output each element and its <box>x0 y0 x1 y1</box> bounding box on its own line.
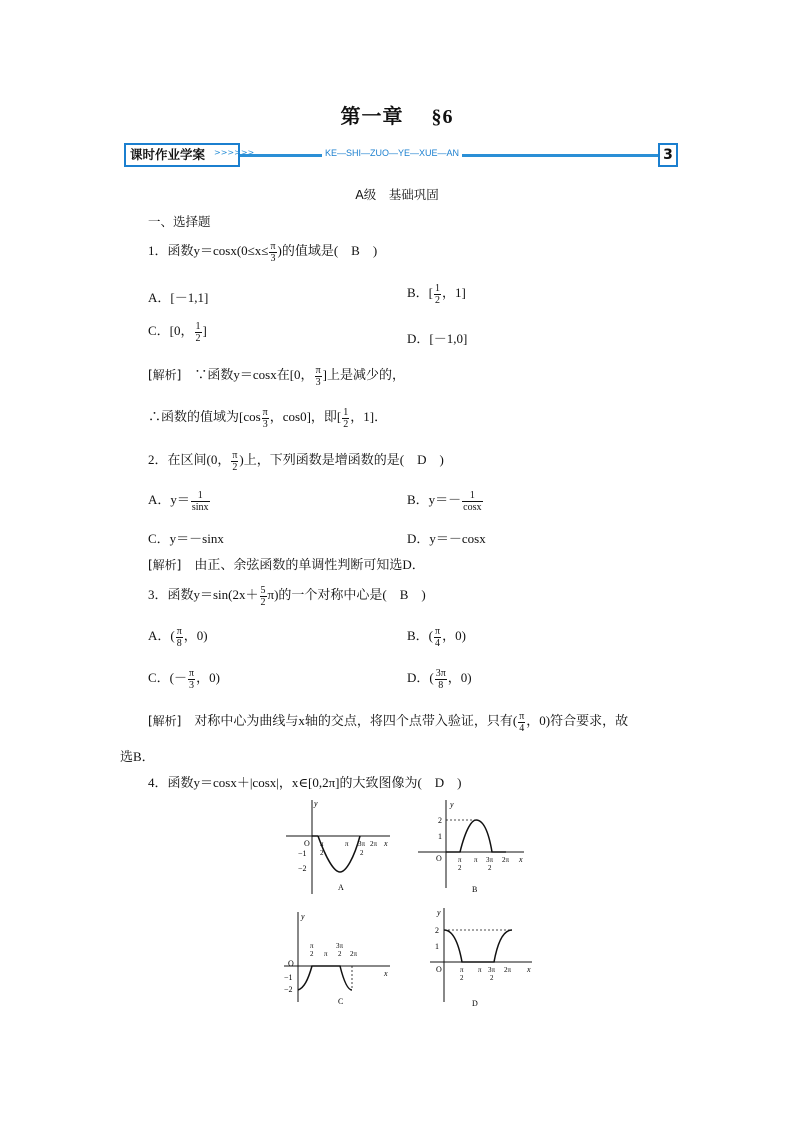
tick-label: 2 <box>488 864 492 872</box>
origin-label: O <box>436 965 442 974</box>
q1-option-d: D．[－1,0] <box>407 331 468 346</box>
graph-b <box>416 798 528 898</box>
y-axis-label: y <box>450 800 454 809</box>
q3-option-d: D．( $\frac{3\pi}{8}$ ，0) <box>407 667 472 691</box>
tick-label: π <box>320 840 324 848</box>
graph-d <box>416 906 536 1010</box>
tick-label: 3π <box>488 966 496 974</box>
origin-label: O <box>304 839 310 848</box>
tick-label: 2π <box>350 950 358 958</box>
tick-label: 2 <box>338 950 342 958</box>
banner-label: 课时作业学案 <box>124 143 240 167</box>
tick-label: π <box>345 840 349 848</box>
tick-label: π <box>324 950 328 958</box>
x-axis-label: x <box>527 965 531 974</box>
graph-c <box>282 910 394 1010</box>
q3-option-a: A．( $\frac{\pi}{8}$ ，0) <box>148 625 208 649</box>
tick-label: π <box>478 966 482 974</box>
origin-label: O <box>288 959 294 968</box>
tick-label: π <box>310 942 314 950</box>
q3-option-c: C．(－ $\frac{\pi}{3}$ ，0) <box>148 667 220 691</box>
x-axis-label: x <box>519 855 523 864</box>
curve <box>298 966 352 990</box>
chapter-title: 第一章 <box>340 104 404 128</box>
question-1-stem: 1．函数y＝cosx(0≤x≤ $\frac{\pi}{3}$ )的值域是( B ) <box>148 240 378 264</box>
x-axis-label: x <box>384 969 388 978</box>
q1-analysis-line2: ∴函数的值域为[cos $\frac{\pi}{3}$ ，cos0]，即[ $\frac{1}{2}$ ，1]． <box>148 406 388 430</box>
tick-label: 2 <box>360 849 364 857</box>
question-2-stem: 2．在区间(0， $\frac{\pi}{2}$ )上，下列函数是增函数的是( D ) <box>148 449 444 473</box>
tick-label: 2 <box>310 950 314 958</box>
q3-analysis-line2: 选B． <box>120 749 155 764</box>
x-axis-label: x <box>384 839 388 848</box>
tick-label: π <box>458 856 462 864</box>
tick-label: π <box>460 966 464 974</box>
tick-label: 1 <box>438 832 442 841</box>
tick-label: −2 <box>284 985 293 994</box>
tick-label: 3π <box>486 856 494 864</box>
q3-analysis-line1: [解析] 对称中心为曲线与x轴的交点，将四个点带入验证，只有( $\frac{\pi}{4}$ ，0)符合要求，故 <box>148 710 629 734</box>
tick-label: 2 <box>320 849 324 857</box>
y-axis-label: y <box>437 908 441 917</box>
graph-caption: A <box>338 883 344 892</box>
q2-option-b: B．y＝－ $\frac{1}{\cos x}$ <box>407 489 482 513</box>
question-4-stem: 4．函数y＝cosx＋|cosx|，x∈[0,2π]的大致图像为( D ) <box>148 775 462 790</box>
tick-label: 3π <box>336 942 344 950</box>
page-number-badge: 3 <box>658 143 678 167</box>
q2-option-a: A．y＝ $\frac{1}{\sin x}$ <box>148 489 209 513</box>
curve <box>446 820 506 852</box>
tick-label: 2 <box>435 926 439 935</box>
q1-option-a: A．[－1,1] <box>148 290 209 305</box>
graph-caption: D <box>472 999 478 1008</box>
q3-option-b: B．( $\frac{\pi}{4}$ ，0) <box>407 625 466 649</box>
tick-label: 2π <box>502 856 510 864</box>
tick-label: 2 <box>460 974 464 982</box>
tick-label: 1 <box>435 942 439 951</box>
page-title <box>0 100 794 129</box>
tick-label: 2 <box>458 864 462 872</box>
banner-pinyin: KE—SHI—ZUO—YE—XUE—AN <box>322 148 462 158</box>
tick-label: −2 <box>298 864 307 873</box>
question-3-stem: 3．函数y＝sin(2x＋ $\frac{5}{2}$ π)的一个对称中心是( B ) <box>148 584 426 608</box>
fraction: $\frac{\pi}{3}$ <box>270 240 276 264</box>
graph-a <box>282 798 394 898</box>
curve <box>444 930 512 962</box>
tick-label: 2π <box>370 840 378 848</box>
origin-label: O <box>436 854 442 863</box>
q2-option-c: C．y＝－sinx <box>148 531 224 546</box>
q2-analysis: [解析] 由正、余弦函数的单调性判断可知选D． <box>148 557 425 572</box>
tick-label: 2 <box>438 816 442 825</box>
graph-caption: B <box>472 885 478 894</box>
tick-label: 2 <box>490 974 494 982</box>
banner-arrows: >>>>>> <box>214 148 255 157</box>
q1-option-c: C．[0， $\frac{1}{2}$ ] <box>148 320 207 344</box>
y-axis-label: y <box>314 799 318 808</box>
level-title: A级 基础巩固 <box>355 187 439 202</box>
graph-caption: C <box>338 997 344 1006</box>
q1-analysis-line1: [解析] ∵函数y＝cosx在[0， $\frac{\pi}{3}$ ]上是减少的， <box>148 364 405 388</box>
tick-label: −1 <box>298 849 307 858</box>
tick-label: π <box>474 856 478 864</box>
q1-option-b: B．[ $\frac{1}{2}$ ，1] <box>407 282 466 306</box>
q2-option-d: D．y＝－cosx <box>407 531 486 546</box>
y-axis-label: y <box>301 912 305 921</box>
part-title: 一、选择题 <box>148 214 211 229</box>
tick-label: 2π <box>504 966 512 974</box>
section-number: §6 <box>431 106 454 128</box>
tick-label: −1 <box>284 973 293 982</box>
tick-label: 3π <box>358 840 366 848</box>
